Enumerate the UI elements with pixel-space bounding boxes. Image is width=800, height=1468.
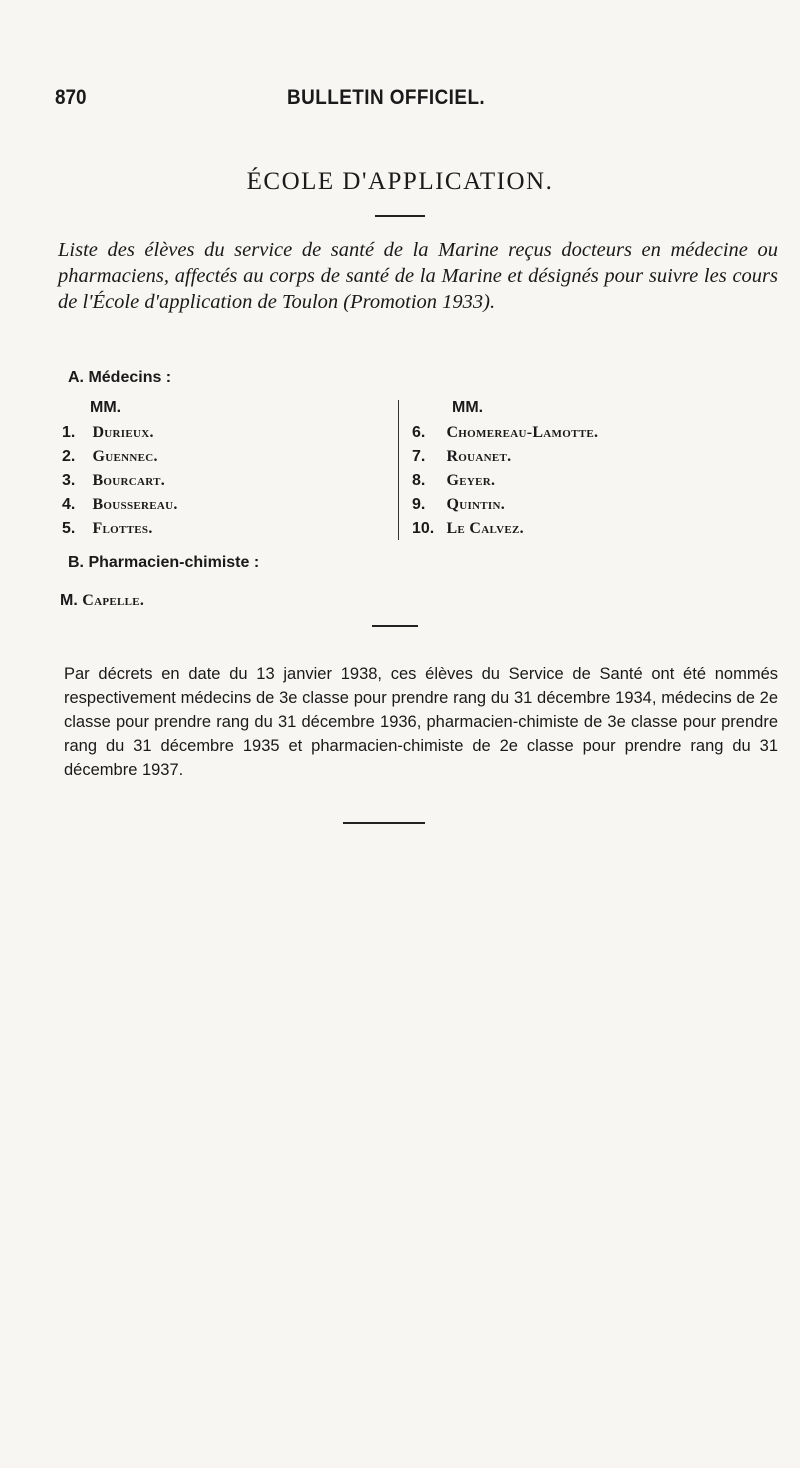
- entry-name: Quintin.: [446, 496, 506, 513]
- end-rule: [343, 822, 425, 824]
- column-divider: [398, 400, 399, 540]
- page-number: 870: [55, 86, 87, 109]
- entry-number: 5.: [62, 520, 76, 537]
- entry-name: Durieux.: [92, 424, 154, 441]
- entry-number: 10.: [412, 520, 435, 537]
- title-rule: [375, 215, 425, 217]
- list-item: [62, 470, 382, 494]
- entry-number: 7.: [412, 448, 426, 465]
- decree-paragraph: Par décrets en date du 13 janvier 1938, ces élèves du Service de Santé ont été nommés respectivement médecins de 3e classe pour prendre rang du 31 décembre 1934, médecins de 2e classe pour prendre rang du 31 décembre 1936, pharmacien-chimiste de 3e classe pour prendre rang du 31 décembre 1935 et pharmacien-chimiste de 2e classe pour prendre rang du 31 décembre 1937.: [64, 665, 778, 779]
- entry-name: Le Calvez.: [446, 520, 524, 537]
- page-header: [55, 86, 755, 116]
- entry-number: 8.: [412, 472, 426, 489]
- intro-paragraph: Liste des élèves du service de santé de la Marine reçus docteurs en médecine ou pharmaciens, affectés au corps de santé de la Marine et désignés pour suivre les cours de l'École d'application de Toulon (Promotion 1933).: [58, 239, 778, 313]
- entry-name: Rouanet.: [446, 448, 512, 465]
- entry-name: Chomereau-Lamotte.: [446, 424, 599, 441]
- entry-name: Guennec.: [92, 448, 158, 465]
- list-item: [62, 494, 382, 518]
- medecins-right-column: [412, 398, 772, 542]
- list-item: [62, 518, 382, 542]
- entry-name: Flottes.: [92, 520, 153, 537]
- section-title: ÉCOLE D'APPLICATION.: [246, 168, 554, 195]
- left-column-label: MM.: [90, 399, 122, 416]
- entry-number: 4.: [62, 496, 76, 513]
- entry-number: 9.: [412, 496, 426, 513]
- section-rule: [372, 625, 418, 627]
- list-item: [412, 470, 772, 494]
- entry-name: Geyer.: [446, 472, 496, 489]
- entry-number: 1.: [62, 424, 76, 441]
- entry-name: Boussereau.: [92, 496, 178, 513]
- list-item: [412, 518, 772, 542]
- running-title: BULLETIN OFFICIEL.: [287, 86, 486, 109]
- pharmacien-entry: [60, 592, 144, 610]
- entry-number: 2.: [62, 448, 76, 465]
- list-item: [62, 422, 382, 446]
- list-item: [412, 446, 772, 470]
- list-item: [62, 446, 382, 470]
- medecins-heading: A. Médecins :: [68, 369, 172, 386]
- entry-number: 3.: [62, 472, 76, 489]
- list-item: [412, 422, 772, 446]
- right-column-label: MM.: [452, 399, 484, 416]
- entry-name: Bourcart.: [92, 472, 166, 489]
- medecins-left-column: [62, 398, 382, 542]
- entry-number: 6.: [412, 424, 426, 441]
- pharmacien-heading: B. Pharmacien-chimiste :: [68, 554, 260, 571]
- list-item: [412, 494, 772, 518]
- pharmacien-name: Capelle.: [82, 592, 145, 609]
- pharmacien-title: M.: [60, 592, 78, 609]
